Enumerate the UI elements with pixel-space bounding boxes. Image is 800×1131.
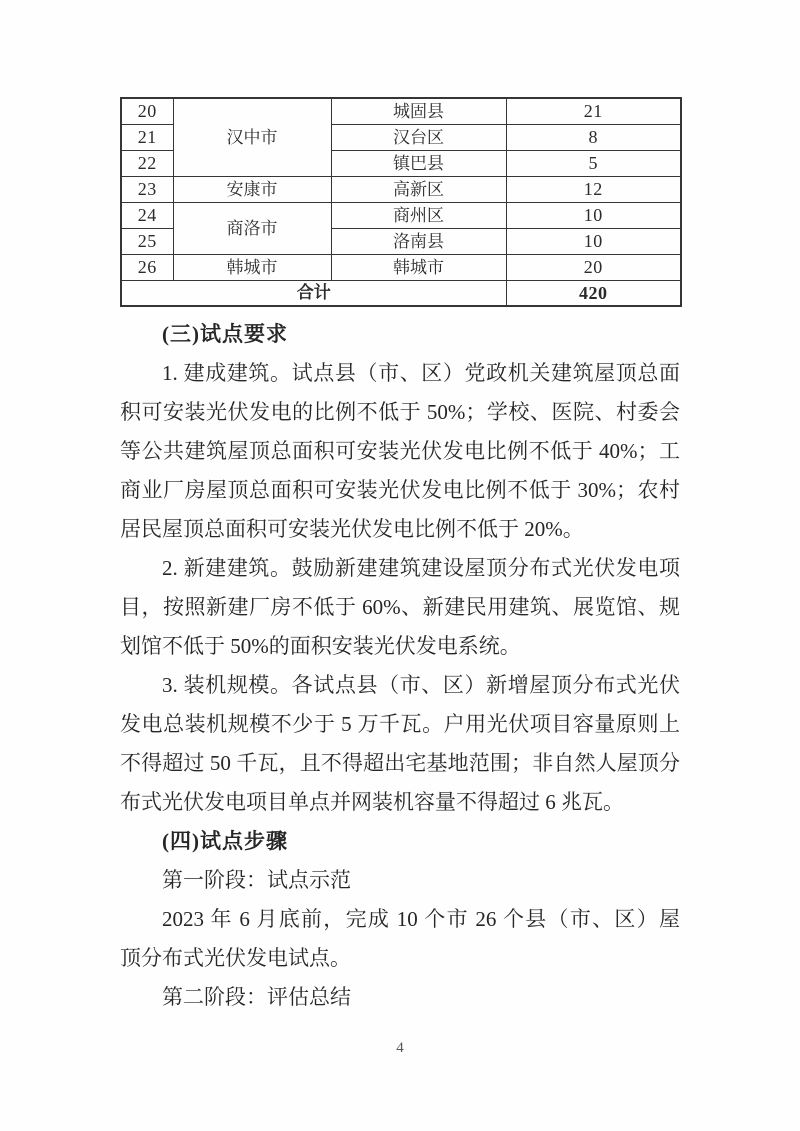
body-line: 等公共建筑屋顶总面积可安装光伏发电比例不低于 40%；工: [120, 439, 680, 463]
cell-county: 高新区: [331, 176, 506, 202]
cell-county: 汉台区: [331, 124, 506, 150]
body-line: 商业厂房屋顶总面积可安装光伏发电比例不低于 30%；农村: [120, 478, 680, 502]
table-row: [121, 202, 681, 228]
body-text: [120, 315, 680, 1017]
cell-no: 26: [121, 254, 173, 280]
body-line: 不得超过 50 千瓦，且不得超出宅基地范围；非自然人屋顶分: [120, 751, 680, 775]
stage1-label: 第一阶段：试点示范: [162, 868, 351, 892]
cell-count: 10: [506, 228, 681, 254]
body-line: 布式光伏发电项目单点并网装机容量不得超过 6 兆瓦。: [120, 790, 624, 814]
cell-county: 洛南县: [331, 228, 506, 254]
cell-count: 20: [506, 254, 681, 280]
cell-total-value: 420: [506, 280, 681, 306]
stage2-label: 第二阶段：评估总结: [162, 985, 351, 1009]
table-row: [121, 176, 681, 202]
body-line: 居民屋顶总面积可安装光伏发电比例不低于 20%。: [120, 517, 584, 541]
cell-city: 商洛市: [173, 202, 331, 254]
cell-no: 24: [121, 202, 173, 228]
body-line: 目，按照新建厂房不低于 60%、新建民用建筑、展览馆、规: [120, 595, 680, 619]
cell-no: 25: [121, 228, 173, 254]
body-line: 顶分布式光伏发电试点。: [120, 946, 351, 970]
cell-total-label: 合计: [121, 280, 506, 306]
table-row: [121, 98, 681, 124]
section-heading-requirements: (三)试点要求: [162, 322, 288, 346]
cell-count: 21: [506, 98, 681, 124]
cell-city: 汉中市: [173, 98, 331, 176]
cell-city: 韩城市: [173, 254, 331, 280]
cell-count: 5: [506, 150, 681, 176]
cell-count: 8: [506, 124, 681, 150]
body-line: 3. 装机规模。各试点县（市、区）新增屋顶分布式光伏: [162, 673, 680, 697]
cell-no: 22: [121, 150, 173, 176]
pilot-counties-table: [120, 97, 682, 307]
cell-county: 城固县: [331, 98, 506, 124]
body-line: 2. 新建建筑。鼓励新建建筑建设屋顶分布式光伏发电项: [162, 556, 680, 580]
cell-county: 商州区: [331, 202, 506, 228]
cell-no: 20: [121, 98, 173, 124]
cell-city: 安康市: [173, 176, 331, 202]
table-row: [121, 254, 681, 280]
body-line: 发电总装机规模不少于 5 万千瓦。户用光伏项目容量原则上: [120, 712, 680, 736]
cell-county: 镇巴县: [331, 150, 506, 176]
body-line: 2023 年 6 月底前，完成 10 个市 26 个县（市、区）屋: [162, 907, 680, 931]
cell-county: 韩城市: [331, 254, 506, 280]
body-line: 1. 建成建筑。试点县（市、区）党政机关建筑屋顶总面: [162, 361, 680, 385]
section-heading-steps: (四)试点步骤: [162, 829, 288, 853]
body-line: 积可安装光伏发电的比例不低于 50%；学校、医院、村委会: [120, 400, 680, 424]
page-number: 4: [396, 1040, 404, 1056]
body-line: 划馆不低于 50%的面积安装光伏发电系统。: [120, 634, 521, 658]
cell-no: 21: [121, 124, 173, 150]
table-total-row: [121, 280, 681, 306]
cell-count: 12: [506, 176, 681, 202]
cell-no: 23: [121, 176, 173, 202]
cell-count: 10: [506, 202, 681, 228]
